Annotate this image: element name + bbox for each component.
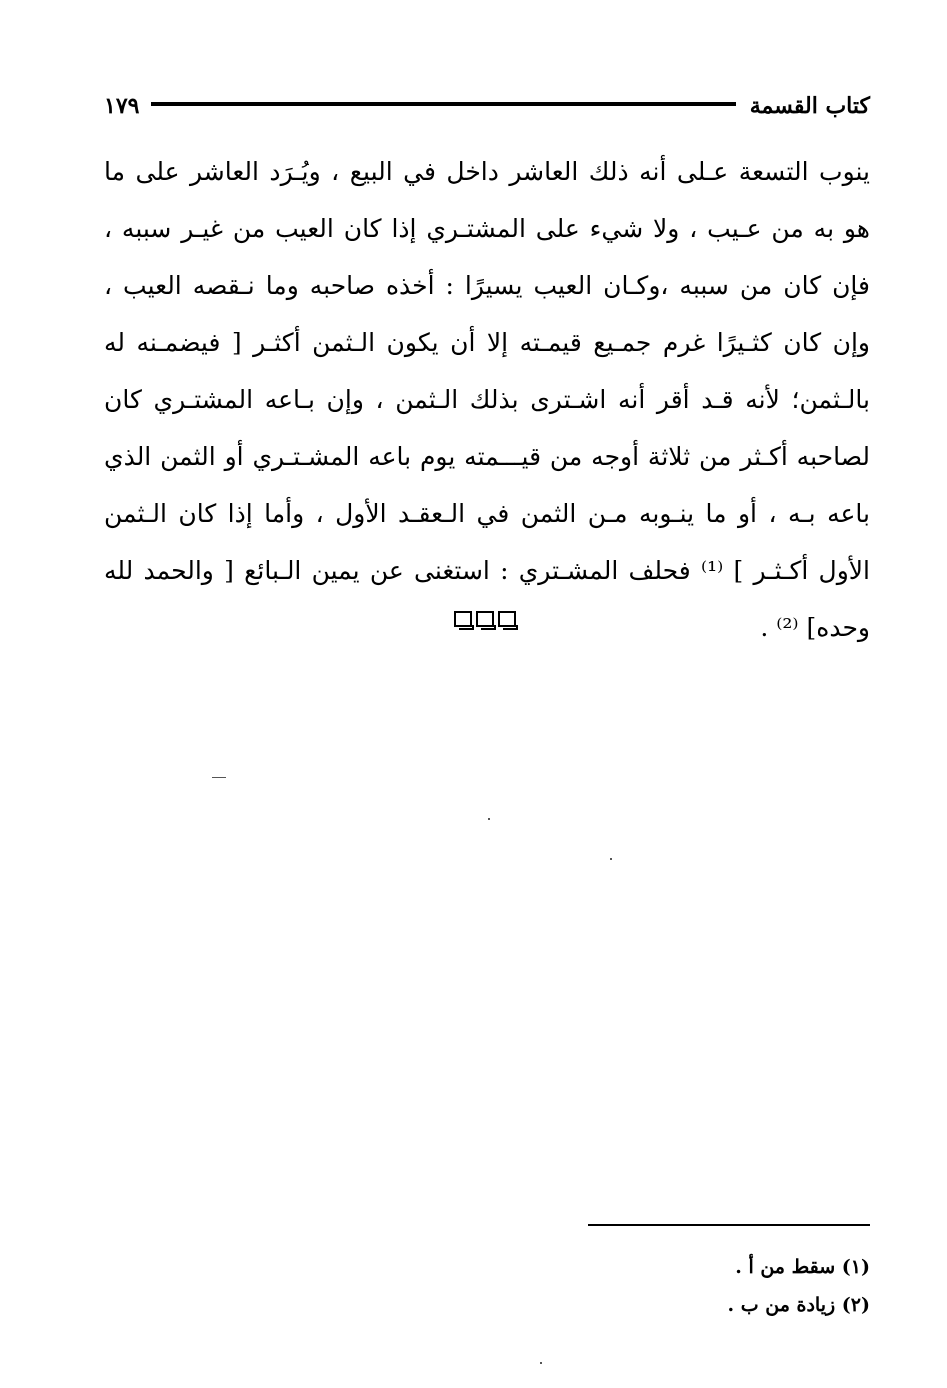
text-line: باعه بـه ، أو ما ينـوبه مـن الثمن في الـعقـد الأول ، وأما إذا كان الـثمن bbox=[104, 499, 870, 528]
text-line: وحده] ⁽²⁾ . bbox=[760, 613, 870, 642]
scan-speck bbox=[540, 1362, 542, 1364]
ornament-square-icon bbox=[476, 611, 494, 627]
scan-speck bbox=[212, 777, 226, 778]
text-line: ينوب التسعة عـلى أنه ذلك العاشر داخل في البيع ، ويُـرَد العاشر على ما bbox=[104, 157, 870, 186]
header-rule bbox=[151, 102, 735, 106]
text-line: بالـثمن؛ لأنه قـد أقر أنه اشـترى بذلك الـثمن ، وإن بـاعه المشتـري كان bbox=[104, 385, 870, 414]
text-line: الأول أكـثـر ] ⁽¹⁾ فحلف المشـتري : استغنى عن يمين الـبائع [ والحمد لله bbox=[104, 556, 870, 585]
text-line: لصاحبه أكـثر من ثلاثة أوجه من قيـــمته يوم باعه المشـتـري أو الثمن الذي bbox=[104, 442, 870, 471]
footnote-item: (١) سقط من أ . bbox=[735, 1256, 870, 1278]
page-number: ١٧٩ bbox=[104, 93, 140, 119]
ornament-square-icon bbox=[498, 611, 516, 627]
text-line: هو به من عـيب ، ولا شيء على المشتـري إذا كان العيب من غيـر سببه ، bbox=[104, 214, 870, 243]
footnotes bbox=[560, 1248, 870, 1324]
running-header bbox=[104, 86, 870, 126]
scan-speck bbox=[610, 858, 612, 860]
text-line: وإن كان كثـيرًا غرم جمـيع قيمـته إلا أن يكون الـثمن أكثـر [ فيضمـنه له bbox=[104, 328, 870, 357]
main-text bbox=[104, 143, 870, 656]
footnote-separator bbox=[588, 1224, 870, 1226]
footnote-item: (٢) زيادة من ب . bbox=[727, 1294, 870, 1316]
scan-speck bbox=[488, 818, 490, 820]
text-line: فإن كان من سببه ،وكـان العيب يسيرًا : أخذه صاحبه وما نـقصه العيب ، bbox=[104, 271, 870, 300]
section-end-ornament-icon bbox=[454, 611, 524, 633]
ornament-square-icon bbox=[454, 611, 472, 627]
chapter-title: كتاب القسمة bbox=[749, 93, 870, 119]
